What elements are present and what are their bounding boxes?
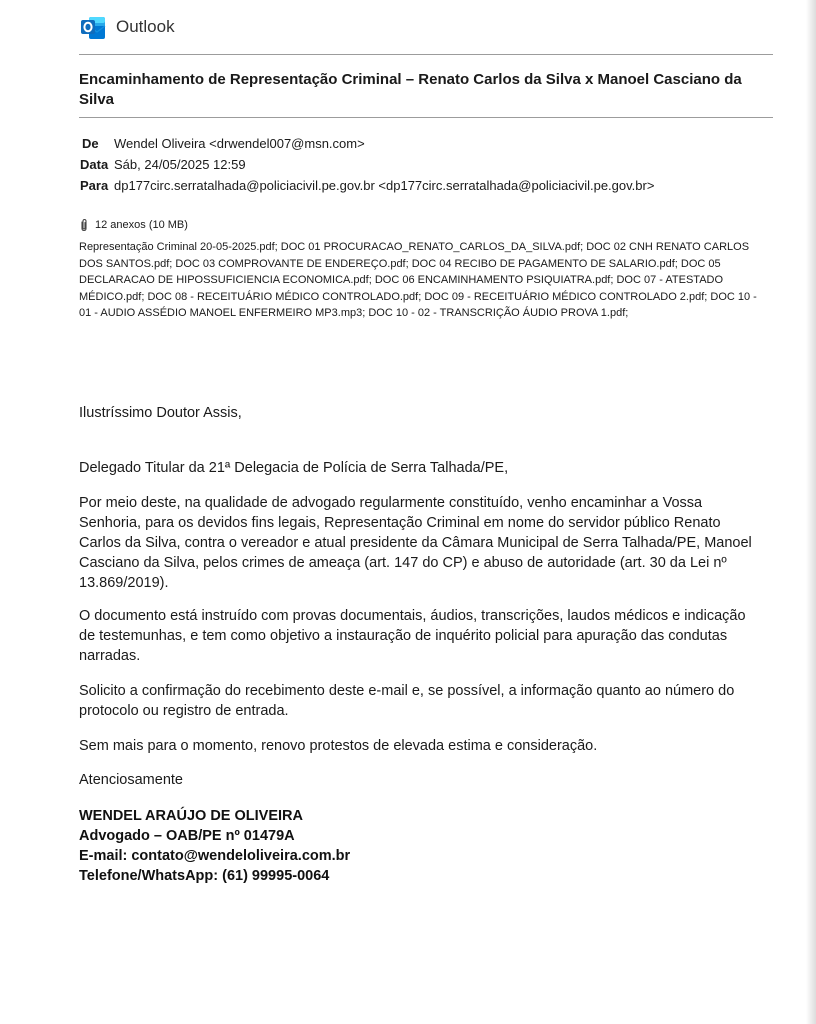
date-value: Sáb, 24/05/2025 12:59: [114, 157, 246, 172]
page-edge-shadow: [806, 0, 816, 1024]
attachments-count: 12 anexos (10 MB): [95, 219, 188, 231]
signature-name: WENDEL ARAÚJO DE OLIVEIRA: [79, 808, 303, 824]
email-subject: Encaminhamento de Representação Criminal – Renato Carlos da Silva x Manoel Casciano da Silva: [79, 71, 742, 108]
attachments-list[interactable]: Representação Criminal 20-05-2025.pdf; DOC 01 PROCURACAO_RENATO_CARLOS_DA_SILVA.pdf; DOC 02 CNH RENATO CARLOS DOS SANTOS.pdf; DOC 03 COMPROVANTE DE ENDEREÇO.pdf; DOC 04 RECIBO DE PAGAMENTO DE SALARIO.pdf; DOC 05 DECLARACAO DE HIPOSSUFICIENCIA ECONOMICA.pdf; DOC 06 ENCAMINHAMENTO PSIQUIATRA.pdf; DOC 07 - ATESTADO MÉDICO.pdf; DOC 08 - RECEITUÁRIO MÉDICO CONTROLADO.pdf; DOC 09 - RECEITUÁRIO MÉDICO CONTROLADO 2.pdf; DOC 10 - 01 - AUDIO ASSÉDIO MANOEL ENFERMEIRO MP3.mp3; DOC 10 - 02 - TRANSCRIÇÃO ÁUDIO PROVA 1.pdf;: [79, 241, 757, 319]
body-paragraph-3: Solicito a confirmação do recebimento deste e-mail e, se possível, a informação quanto ao número do protocolo ou registro de entrada.: [79, 683, 735, 719]
signature-block: [79, 806, 350, 886]
outlook-icon: [80, 14, 106, 40]
from-label: De: [82, 136, 99, 151]
attachments-summary[interactable]: [79, 218, 188, 232]
paperclip-icon: [79, 218, 89, 232]
subject-divider: [79, 117, 773, 118]
body-closing: Atenciosamente: [79, 772, 183, 788]
date-label: Data: [80, 157, 109, 172]
body-paragraph-1: Por meio deste, na qualidade de advogado regularmente constituído, venho encaminhar a Vossa Senhoria, para os devidos fins legais, Representação Criminal em nome do servidor público Renato Carlos da Silva, contra o vereador e atual presidente da Câmara Municipal de Serra Talhada/PE, Manoel Casciano da Silva, pelos crimes de ameaça (art. 147 do CP) e abuso de autoridade (art. 30 da Lei nº 13.869/2019).: [79, 495, 752, 591]
signature-phone: Telefone/WhatsApp: (61) 99995-0064: [79, 868, 330, 884]
body-addressee: Delegado Titular da 21ª Delegacia de Polícia de Serra Talhada/PE,: [79, 460, 509, 476]
body-paragraph-4: Sem mais para o momento, renovo protestos de elevada estima e consideração.: [79, 738, 598, 754]
email-headers: [80, 133, 654, 196]
date-row: [80, 154, 654, 175]
signature-email[interactable]: E-mail: contato@wendeloliveira.com.br: [79, 848, 351, 864]
body-paragraph-2: O documento está instruído com provas documentais, áudios, transcrições, laudos médicos e indicação de testemunhas, e tem como objetivo a instauração de inquérito policial para apuração das condutas narradas.: [79, 608, 746, 664]
to-row: [80, 175, 654, 196]
to-value[interactable]: dp177circ.serratalhada@policiacivil.pe.gov.br <dp177circ.serratalhada@policiacivil.pe.gov.br>: [114, 178, 655, 193]
signature-title: Advogado – OAB/PE nº 01479A: [79, 828, 295, 844]
app-name: Outlook: [116, 17, 175, 36]
from-value[interactable]: Wendel Oliveira <drwendel007@msn.com>: [114, 136, 365, 151]
from-row: [80, 133, 654, 154]
to-label: Para: [80, 178, 109, 193]
header-divider: [79, 54, 773, 55]
app-header: [80, 14, 175, 40]
body-greeting: Ilustríssimo Doutor Assis,: [79, 405, 242, 421]
